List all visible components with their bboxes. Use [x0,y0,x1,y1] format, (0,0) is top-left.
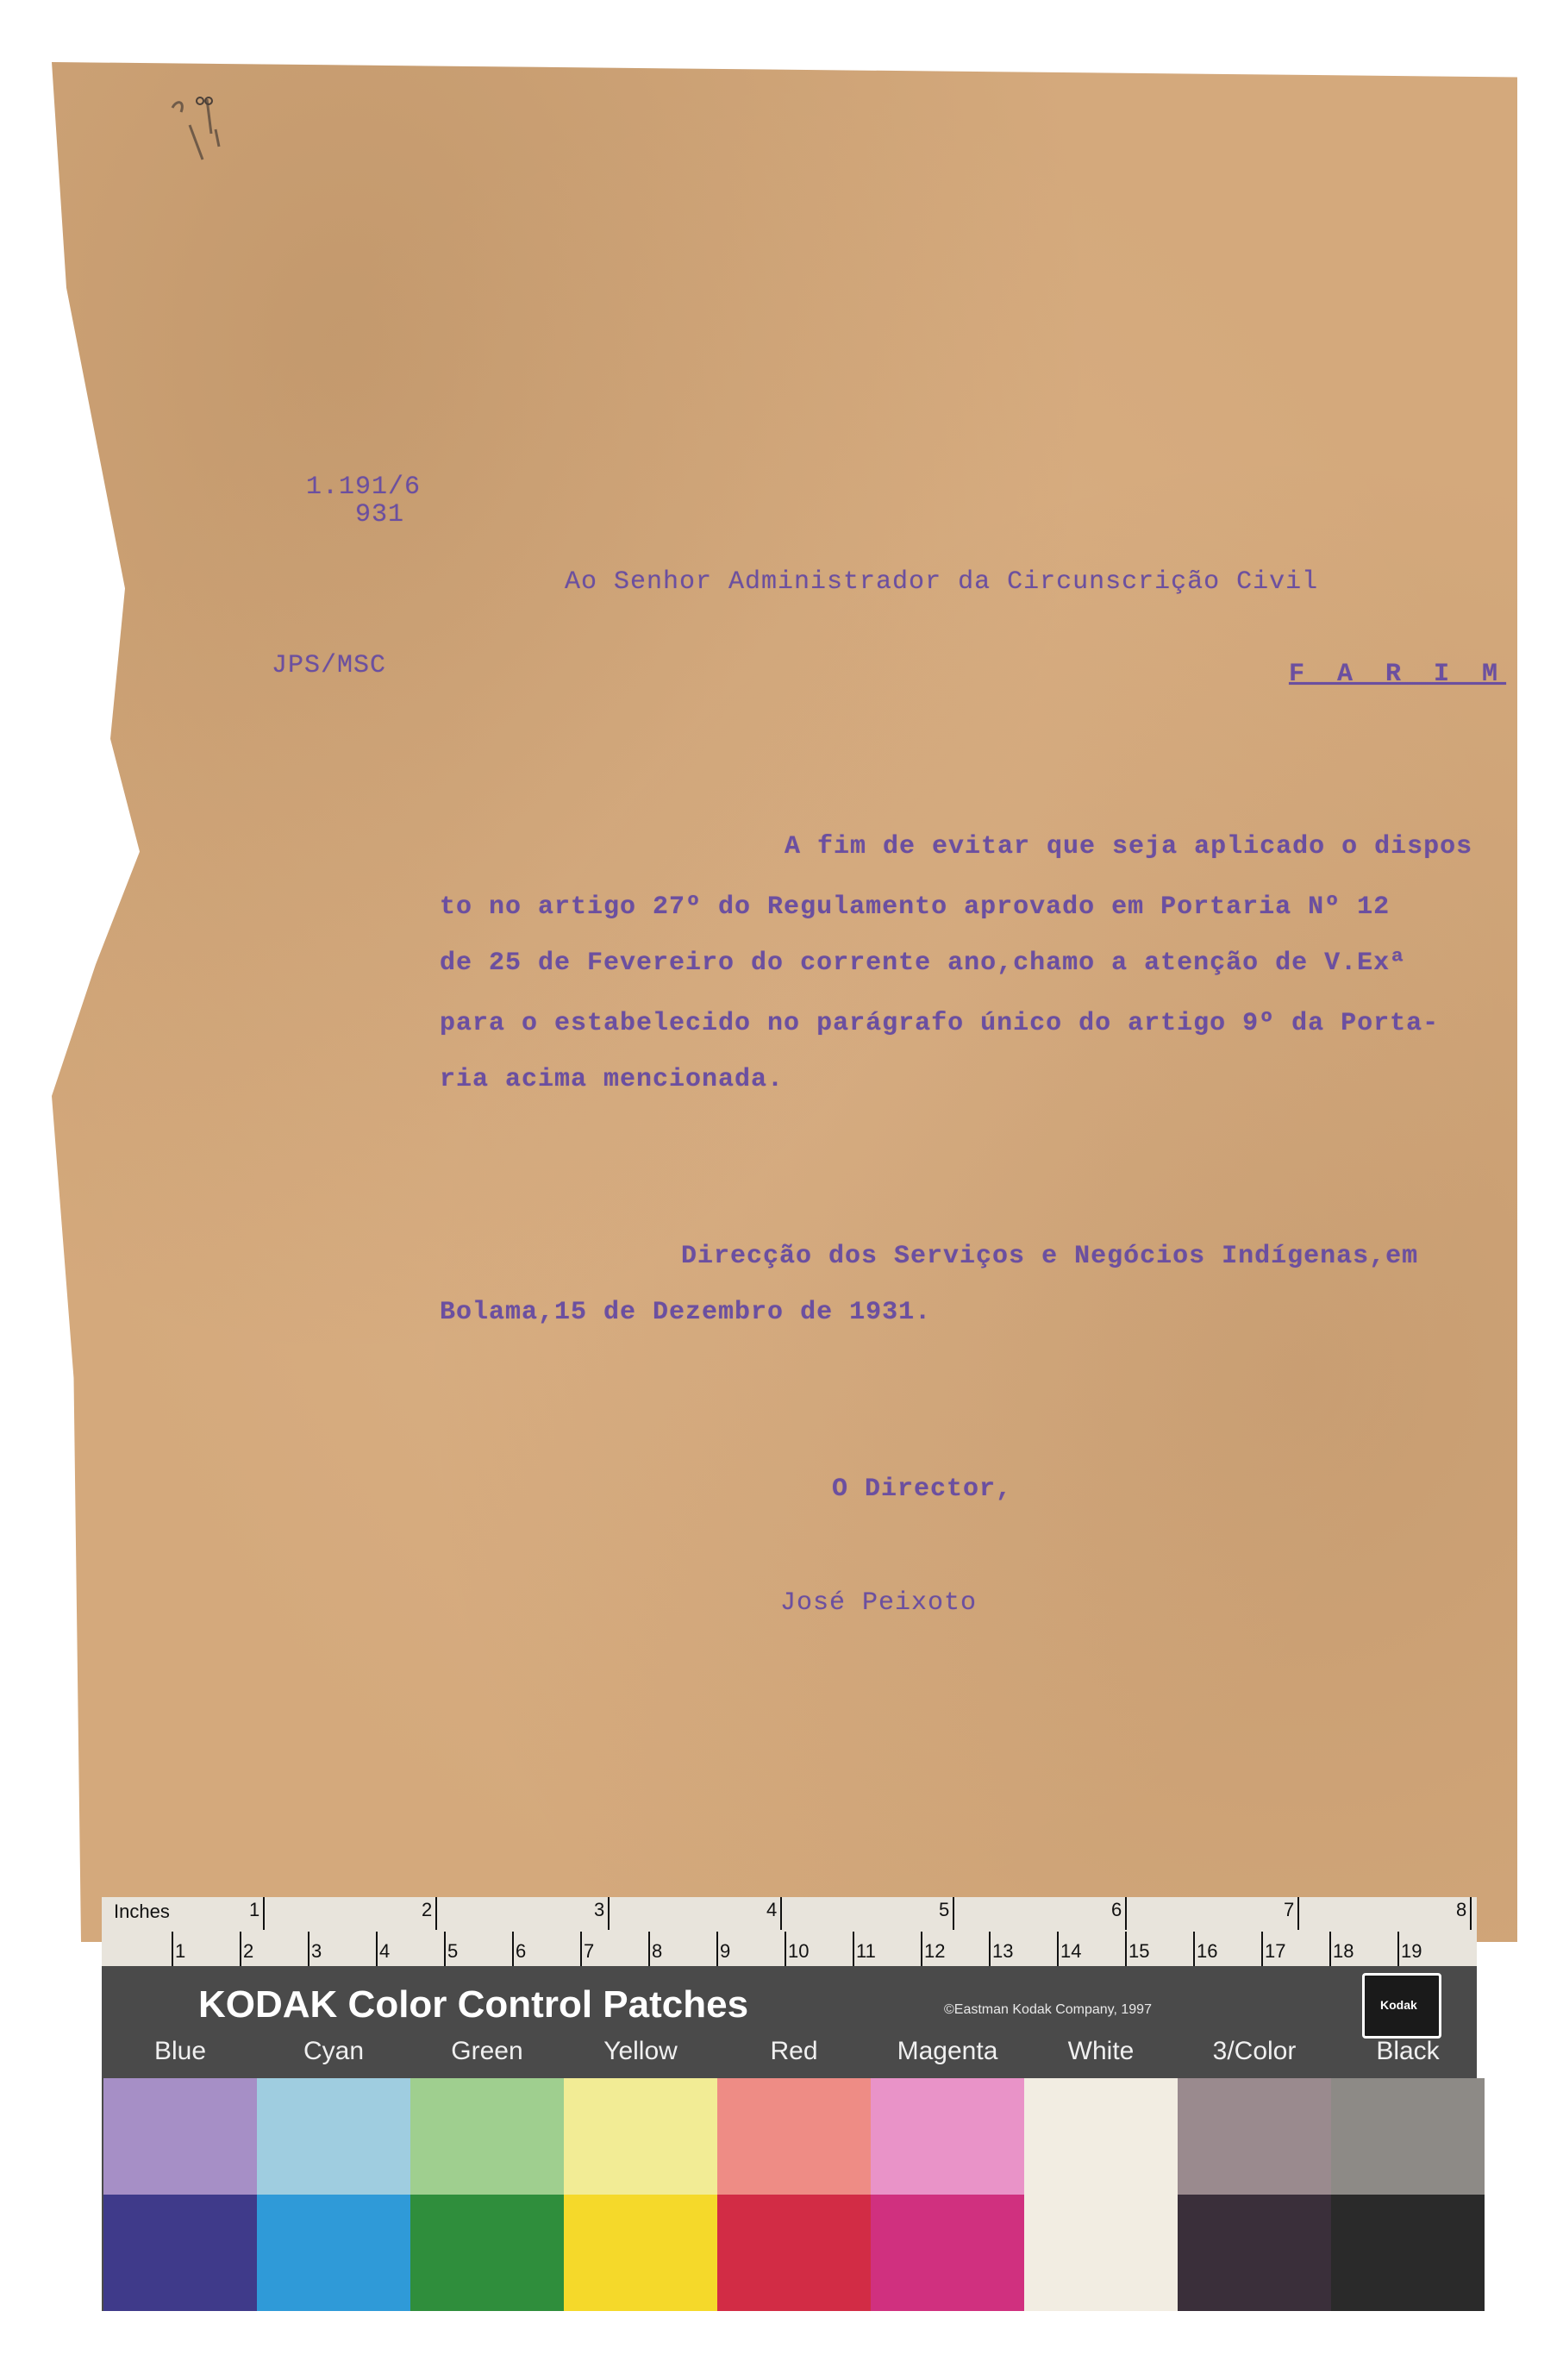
inch-number: 6 [1111,1899,1122,1920]
patch-top-red [717,2078,871,2195]
patch-label-yellow: Yellow [603,2037,678,2065]
typist-initials: JPS/MSC [272,651,387,680]
inch-number: 2 [422,1899,433,1920]
cm-tick [444,1932,446,1966]
date-line: Bolama,15 de Dezembro de 1931. [440,1298,932,1327]
inch-number: 3 [594,1899,605,1920]
patch-label-blue: Blue [153,2037,207,2065]
cm-number: 6 [516,1940,527,1962]
addressee-line: Ao Senhor Administrador da Circunscrição Civil [565,567,1319,597]
cm-number: 11 [856,1940,876,1962]
patch-bottom-white [1024,2195,1178,2311]
patch-label-red: Red [770,2037,818,2065]
patch-label-cyan: Cyan [303,2037,365,2065]
cm-tick [308,1932,309,1966]
cm-tick [716,1932,718,1966]
body-line-1: A fim de evitar que seja aplicado o dispos [785,832,1473,861]
addressee-city: F A R I M [1289,660,1507,689]
patch-bottom-blue [103,2195,257,2311]
cm-tick [580,1932,582,1966]
kodak-logo-text: Kodak [1380,1998,1417,2012]
cm-number: 1 [175,1940,186,1962]
cm-tick [785,1932,786,1966]
patch-label-green: Green [451,2037,523,2065]
inch-number: 5 [939,1899,950,1920]
patch-top-yellow [564,2078,717,2195]
patch-bottom-green [410,2195,564,2311]
cm-number: 10 [788,1940,810,1962]
patch-label-magenta: Magenta [897,2037,998,2065]
cm-tick [172,1932,173,1966]
inch-number: 8 [1456,1899,1467,1920]
cm-number: 19 [1401,1940,1422,1962]
body-line-3: de 25 de Fevereiro do corrente ano,chamo a atenção de V.Exª [440,949,1407,978]
cm-tick [1261,1932,1263,1966]
cm-tick [921,1932,922,1966]
inch-tick [780,1897,782,1930]
cm-tick [648,1932,650,1966]
body-line-4: para o estabelecido no parágrafo único do artigo 9º da Porta- [440,1009,1440,1038]
patch-top-black [1331,2078,1485,2195]
patch-bottom-red [717,2195,871,2311]
reference-number: 1.191/6 [306,473,422,502]
cm-number: 4 [379,1940,391,1962]
inches-label: Inches [114,1901,170,1922]
inch-tick [1470,1897,1472,1930]
cm-number: 5 [447,1940,459,1962]
cm-number: 3 [311,1940,322,1962]
patch-top-white [1024,2078,1178,2195]
strip-title: KODAK Color Control Patches [198,1983,749,2026]
closing-line: O Director, [832,1475,1013,1504]
cm-number: 9 [720,1940,731,1962]
cm-number: 7 [584,1940,595,1962]
inch-number: 4 [766,1899,778,1920]
inch-tick [1125,1897,1127,1930]
cm-number: 8 [652,1940,663,1962]
cm-number: 15 [1128,1940,1150,1962]
reference-year: 931 [355,500,405,529]
patch-bottom-magenta [871,2195,1024,2311]
patch-label-black: Black [1376,2037,1440,2065]
inch-tick [435,1897,437,1930]
patch-label-3-color: 3/Color [1212,2037,1297,2065]
patch-top-cyan [257,2078,410,2195]
cm-tick [1329,1932,1331,1966]
cm-tick [1193,1932,1195,1966]
pencil-mark-icon [155,82,250,185]
cm-tick [376,1932,378,1966]
patch-top-green [410,2078,564,2195]
cm-tick [512,1932,514,1966]
cm-number: 17 [1265,1940,1286,1962]
cm-number: 18 [1333,1940,1354,1962]
signature-name: José Peixoto [780,1588,978,1618]
inch-tick [953,1897,954,1930]
patch-top-blue [103,2078,257,2195]
patch-bottom-black [1331,2195,1485,2311]
document-paper [52,62,1517,1942]
inch-number: 7 [1284,1899,1295,1920]
cm-tick [989,1932,991,1966]
cm-number: 2 [243,1940,254,1962]
strip-copyright: ©Eastman Kodak Company, 1997 [944,2002,1152,2017]
cm-number: 12 [924,1940,946,1962]
cm-tick [1125,1932,1127,1966]
kodak-logo-icon [1362,1973,1441,2039]
body-line-5: ria acima mencionada. [440,1065,785,1094]
body-line-2: to no artigo 27º do Regulamento aprovado em Portaria Nº 12 [440,892,1391,922]
cm-number: 16 [1197,1940,1218,1962]
patch-bottom-3-color [1178,2195,1331,2311]
patch-bottom-cyan [257,2195,410,2311]
cm-number: 13 [992,1940,1014,1962]
cm-tick [240,1932,241,1966]
inch-tick [263,1897,265,1930]
cm-tick [1397,1932,1399,1966]
inch-tick [608,1897,610,1930]
inch-number: 1 [249,1899,260,1920]
cm-number: 14 [1060,1940,1082,1962]
patch-label-white: White [1067,2037,1135,2065]
cm-tick [853,1932,854,1966]
patch-top-magenta [871,2078,1024,2195]
patch-bottom-yellow [564,2195,717,2311]
inch-tick [1297,1897,1299,1930]
cm-tick [1057,1932,1059,1966]
patch-top-3-color [1178,2078,1331,2195]
origin-line: Direcção dos Serviços e Negócios Indígenas,em [681,1242,1419,1271]
